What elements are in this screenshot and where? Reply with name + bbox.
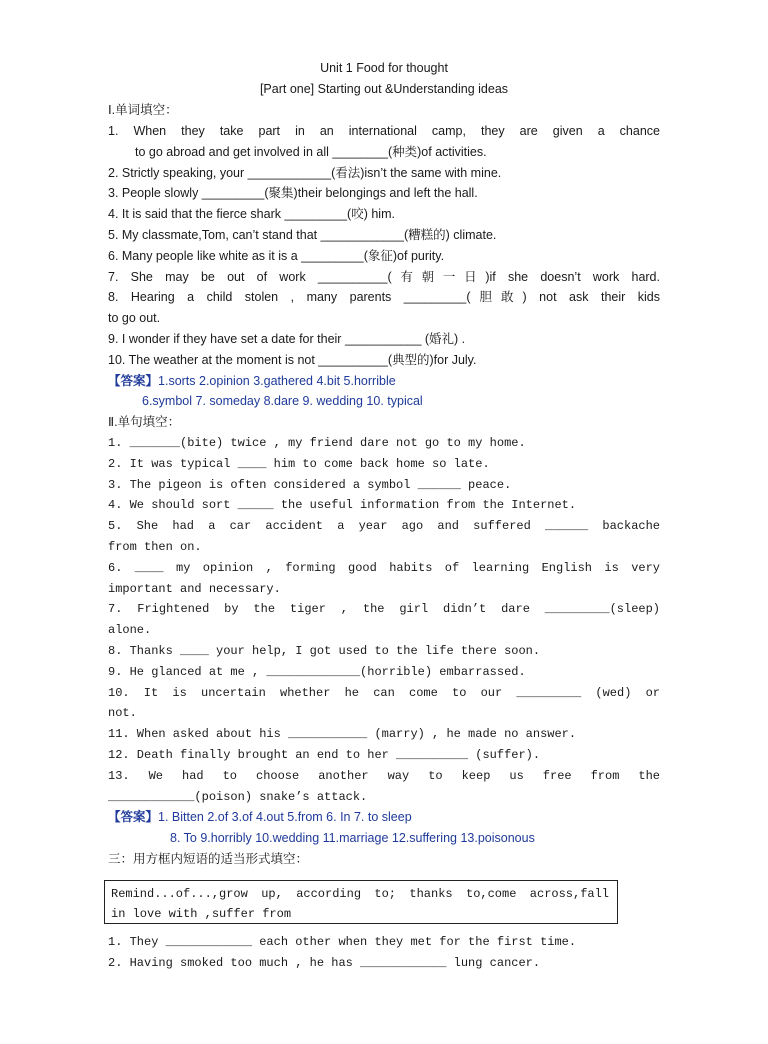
exercise-line: to go abroad and get involved in all ________(种类)of activities. xyxy=(135,145,487,159)
exercise-line: ____________(poison) snake’s attack. xyxy=(108,790,368,804)
section3-heading: 三：用方框内短语的适当形式填空： xyxy=(108,852,309,866)
exercise-line: to go out. xyxy=(108,311,161,325)
exercise-line: 2. It was typical ____ him to come back home so late. xyxy=(108,457,490,471)
exercise-line: 1. When they take part in an international camp, they are given a chance xyxy=(108,124,660,138)
answer-line: 8. To 9.horribly 10.wedding 11.marriage 12.suffering 13.poisonous xyxy=(170,831,535,845)
section1-heading: Ⅰ.单词填空： xyxy=(108,103,178,117)
exercise-line: not. xyxy=(108,706,137,720)
answer-line: 6.symbol 7. someday 8.dare 9. wedding 10. typical xyxy=(142,394,423,408)
exercise-line: 4. It is said that the fierce shark _________(咬) him. xyxy=(108,207,395,221)
exercise-line: 11. When asked about his ___________ (marry) , he made no answer. xyxy=(108,727,577,741)
phrase-box xyxy=(104,880,618,924)
exercise-line: 9. I wonder if they have set a date for their ___________ (婚礼) . xyxy=(108,332,466,346)
section2-heading: Ⅱ.单句填空： xyxy=(108,415,181,429)
exercise-line: 10. The weather at the moment is not __________(典型的)for July. xyxy=(108,353,477,367)
exercise-line: 2. Strictly speaking, your ____________(看法)isn’t the same with mine. xyxy=(108,166,502,180)
answer-line xyxy=(108,371,396,391)
answer-text: 1.sorts 2.opinion 3.gathered 4.bit 5.horrible xyxy=(158,374,396,388)
exercise-line: 8. Thanks ____ your help, I got used to the life there soon. xyxy=(108,644,541,658)
exercise-line: 1. _______(bite) twice , my friend dare not go to my home. xyxy=(108,436,526,450)
page-subtitle: [Part one] Starting out &Understanding ideas xyxy=(259,82,509,96)
exercise-line: 2. Having smoked too much , he has ____________ lung cancer. xyxy=(108,956,541,970)
exercise-line: 9. He glanced at me , _____________(horrible) embarrassed. xyxy=(108,665,526,679)
exercise-line: 7. Frightened by the tiger , the girl didn’t dare _________(sleep) xyxy=(108,602,660,616)
exercise-line: 1. They ____________ each other when they met for the first time. xyxy=(108,935,577,949)
exercise-line: 5. My classmate,Tom, can’t stand that ____________(糟糕的) climate. xyxy=(108,228,497,242)
exercise-line: 12. Death finally brought an end to her __________ (suffer). xyxy=(108,748,541,762)
exercise-line: 4. We should sort _____ the useful information from the Internet. xyxy=(108,498,577,512)
exercise-line: 10. It is uncertain whether he can come to our _________ (wed) or xyxy=(108,686,660,700)
exercise-line: 3. People slowly _________(聚集)their belongings and left the hall. xyxy=(108,186,478,200)
answer-line xyxy=(108,807,412,827)
exercise-line: 7. She may be out of work __________(有朝一日)if she doesn’t work hard. xyxy=(108,270,660,284)
phrase-box-line: Remind...of...,grow up, according to; thanks to,come across,fall xyxy=(111,887,609,901)
answer-tag: 【答案】 xyxy=(108,374,159,388)
exercise-line: 13. We had to choose another way to keep us free from the xyxy=(108,769,660,783)
exercise-line: important and necessary. xyxy=(108,582,281,596)
exercise-line: 5. She had a car accident a year ago and suffered ______ backache xyxy=(108,519,660,533)
exercise-line: from then on. xyxy=(108,540,202,554)
phrase-box-line: in love with ,suffer from xyxy=(111,907,292,921)
exercise-line: alone. xyxy=(108,623,152,637)
exercise-line: 6. Many people like white as it is a _________(象征)of purity. xyxy=(108,249,445,263)
page-title: Unit 1 Food for thought xyxy=(320,61,448,75)
exercise-line: 3. The pigeon is often considered a symbol ______ peace. xyxy=(108,478,512,492)
answer-tag: 【答案】 xyxy=(108,810,159,824)
exercise-line: 8. Hearing a child stolen , many parents _________(胆敢) not ask their kids xyxy=(108,290,660,304)
exercise-line: 6. ____ my opinion , forming good habits of learning English is very xyxy=(108,561,660,575)
answer-text: 1. Bitten 2.of 3.of 4.out 5.from 6. In 7. to sleep xyxy=(158,810,412,824)
